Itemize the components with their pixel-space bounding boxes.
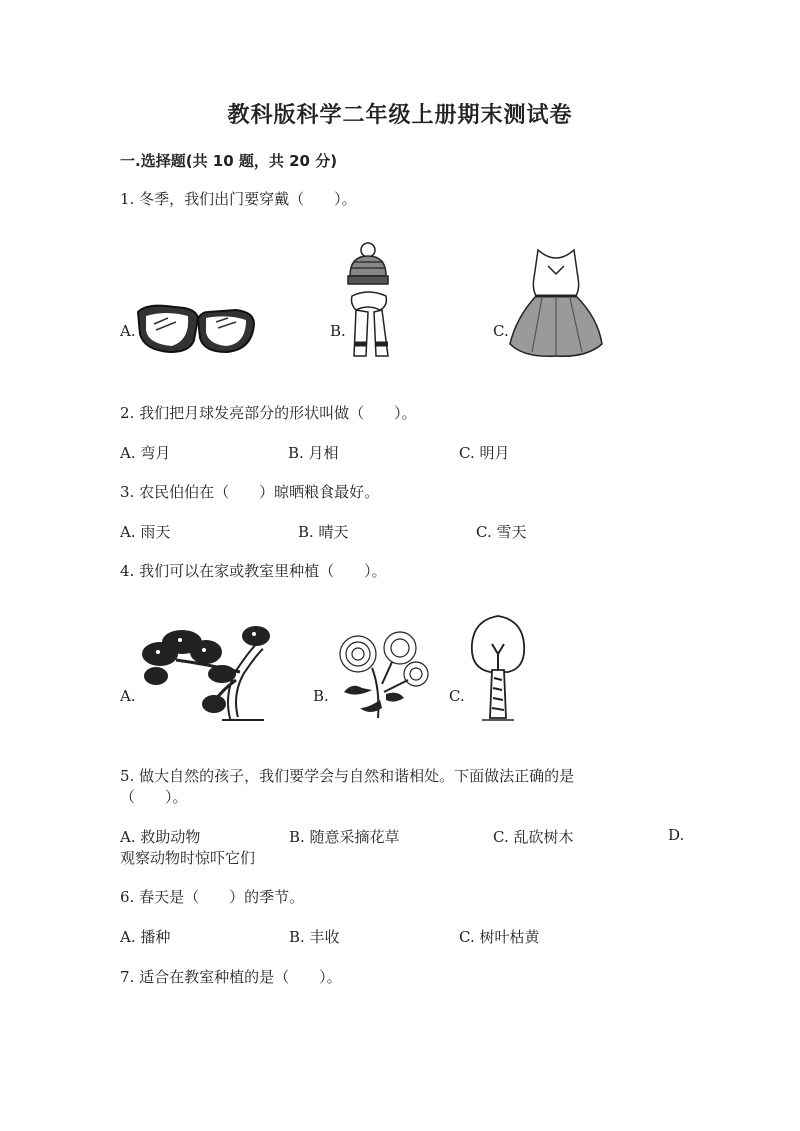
q3-option-b: B. 晴天 [298,523,349,541]
q3-option-a: A. 雨天 [120,523,171,541]
question-4: 4. 我们可以在家或教室里种植（ ）。 [120,562,387,580]
question-2: 2. 我们把月球发亮部分的形状叫做（ ）。 [120,404,417,422]
page-title: 教科版科学二年级上册期末测试卷 [227,102,573,128]
question-5-cont: （ ）。 [120,788,188,806]
question-5: 5. 做大自然的孩子，我们要学会与自然和谐相处。下面做法正确的是 [120,767,575,785]
q1-option-c-label: C. [493,322,509,340]
q5-option-c: C. 乱砍树木 [493,828,574,846]
q6-option-c: C. 树叶枯黄 [459,928,540,946]
tree-icon [468,614,528,722]
q2-option-c: C. 明月 [459,444,510,462]
q6-option-b: B. 丰收 [289,928,340,946]
hat-and-scarf-icon [340,240,400,360]
q5-option-b: B. 随意采摘花草 [289,828,400,846]
q1-option-b-label: B. [330,322,346,340]
q4-option-b-label: B. [313,687,329,705]
q6-option-a: A. 播种 [120,928,171,946]
q1-option-a-label: A. [120,322,136,340]
pine-tree-icon [136,624,272,720]
sunglasses-icon [136,300,256,360]
q5-option-d-cont: 观察动物时惊吓它们 [120,849,256,867]
chrysanthemum-icon [332,628,432,720]
section-heading: 一.选择题(共 10 题，共 20 分) [120,152,338,170]
q2-option-a: A. 弯月 [120,444,171,462]
question-6: 6. 春天是（ ）的季节。 [120,888,305,906]
q5-option-a: A. 救助动物 [120,828,201,846]
question-1: 1. 冬季，我们出门要穿戴（ ）。 [120,190,357,208]
dress-icon [506,248,606,360]
q3-option-c: C. 雪天 [476,523,527,541]
q4-option-c-label: C. [449,687,465,705]
q5-option-d: D. [668,826,685,844]
question-3: 3. 农民伯伯在（ ）晾晒粮食最好。 [120,483,380,501]
question-7: 7. 适合在教室种植的是（ ）。 [120,968,342,986]
q2-option-b: B. 月相 [288,444,339,462]
q4-option-a-label: A. [120,687,136,705]
